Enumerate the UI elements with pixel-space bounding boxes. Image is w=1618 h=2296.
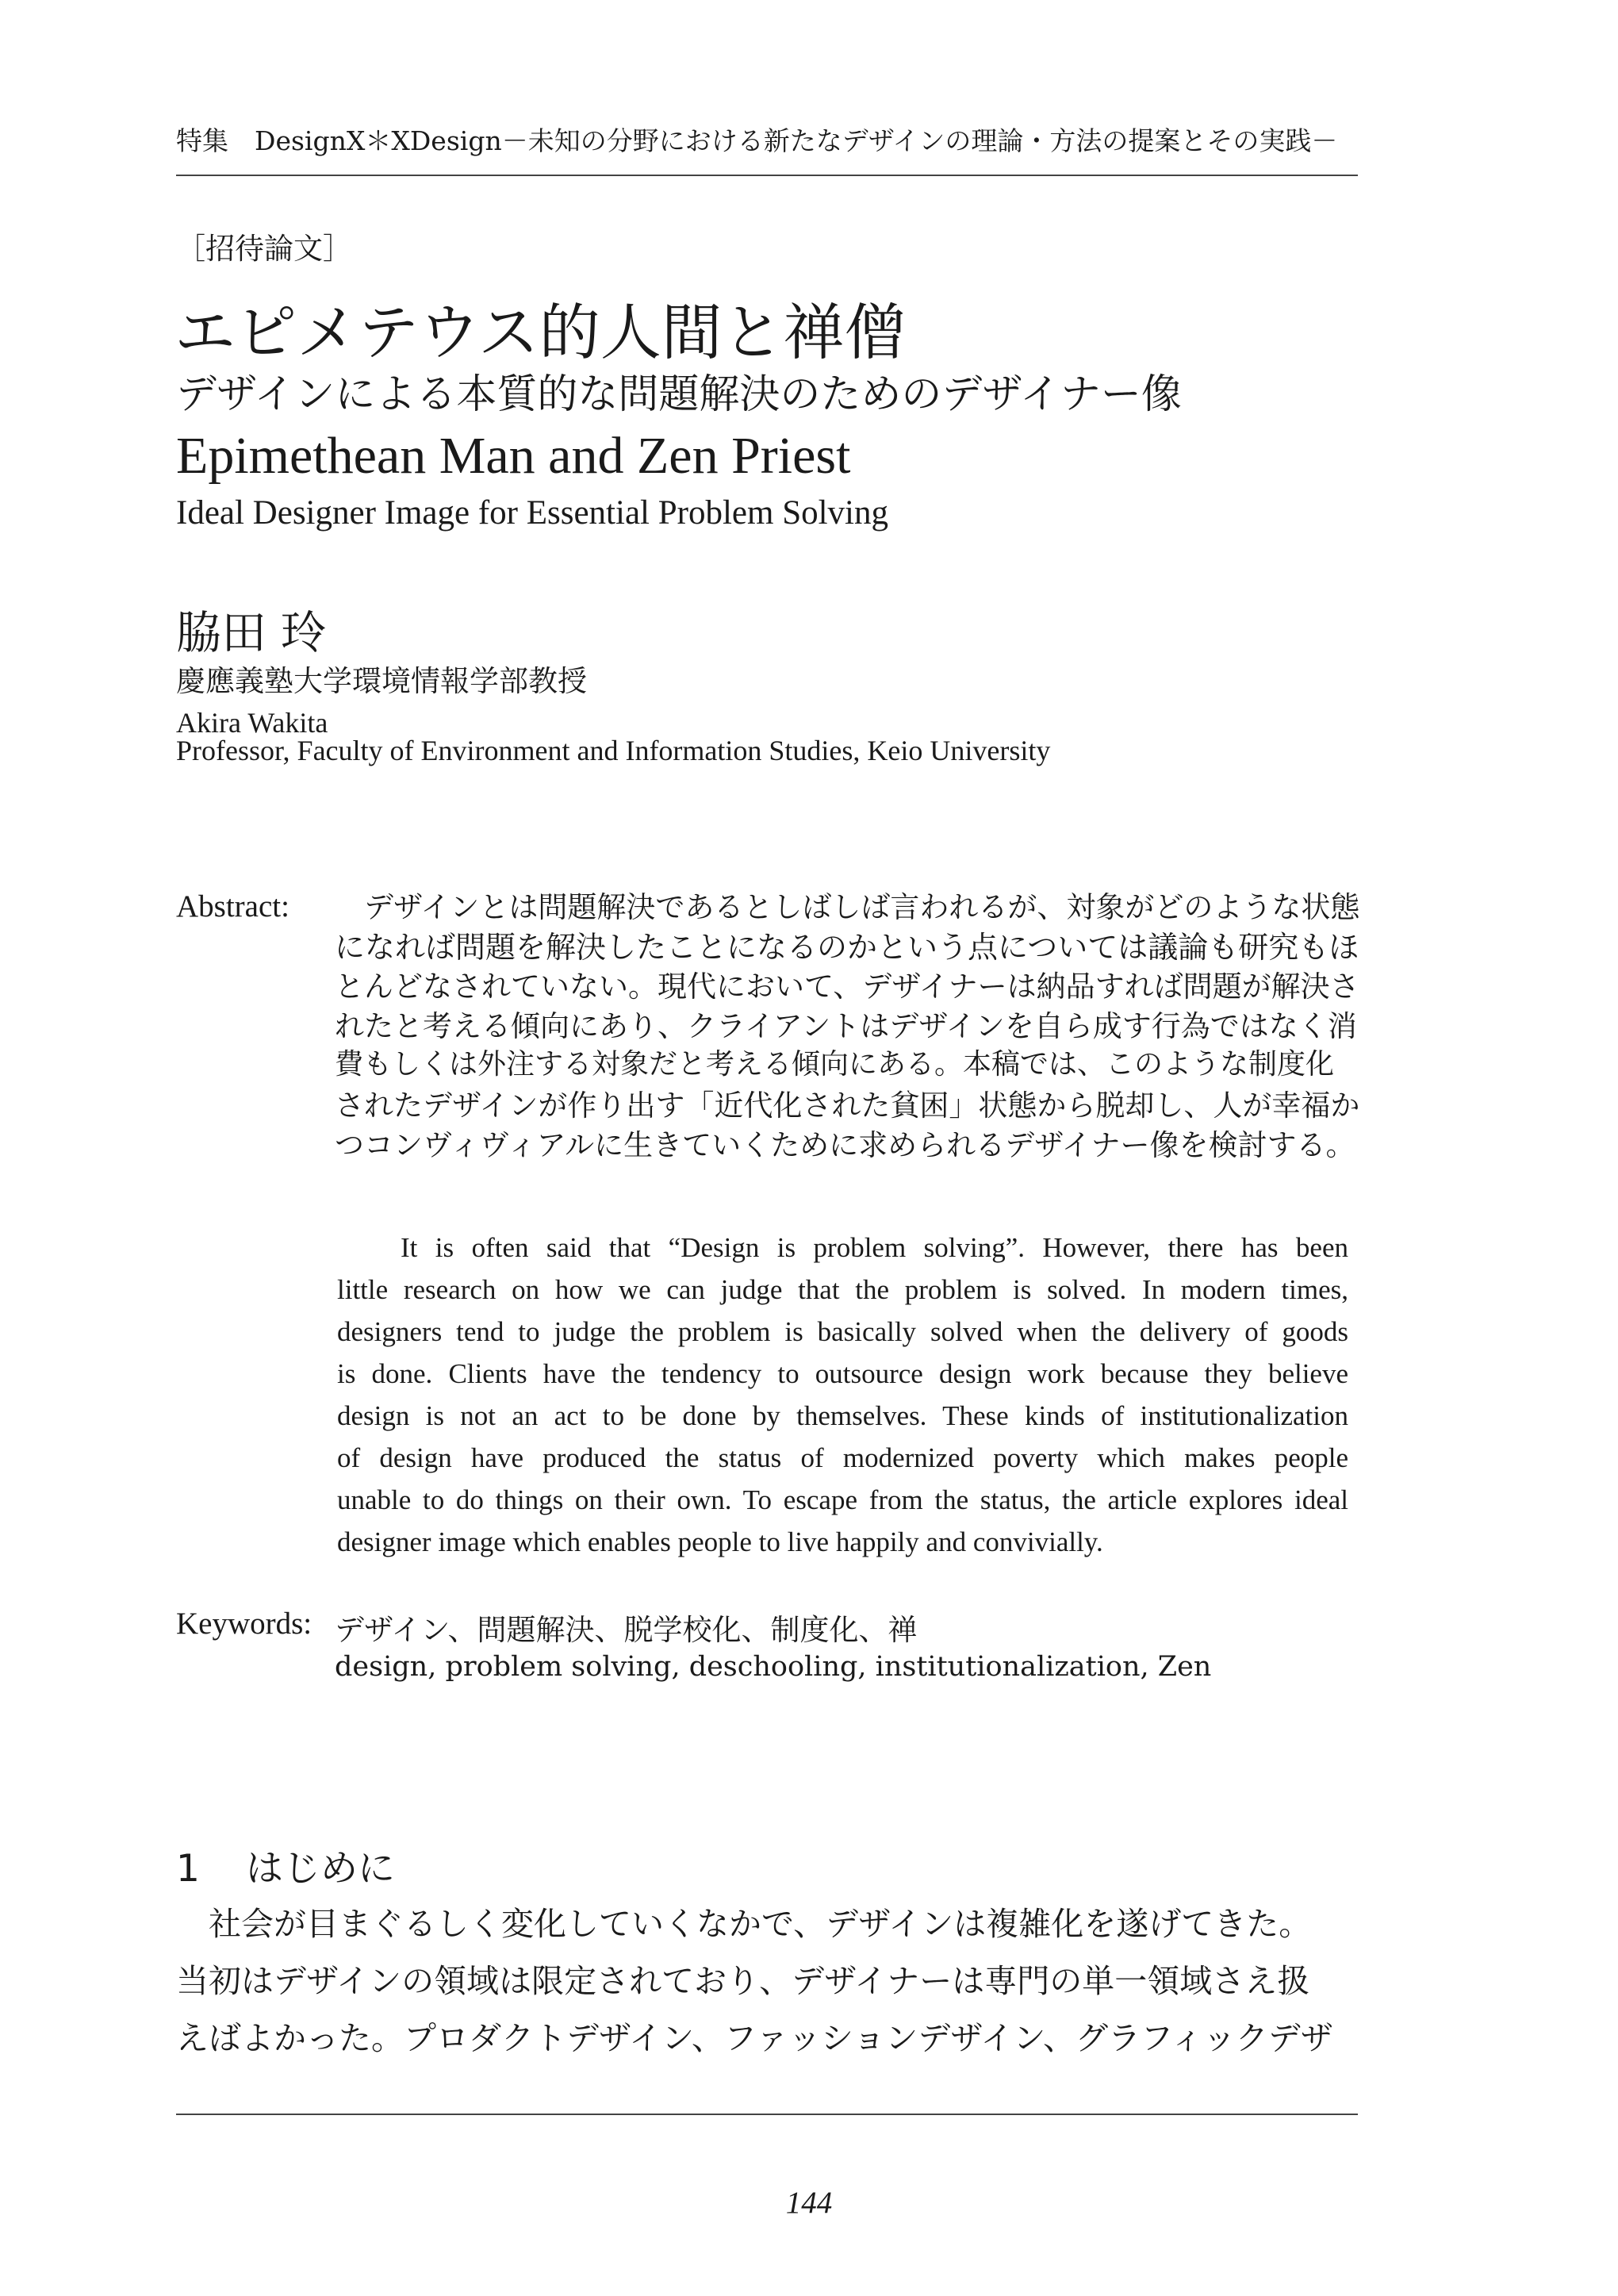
abstract-ja-line: されたデザインが作り出す「近代化された貧困」状態から脱却し、人が幸福か: [335, 1088, 1360, 1123]
body-line: えばよかった。プロダクトデザイン、ファッションデザイン、グラフィックデザ: [176, 2019, 1333, 2057]
abstract-en-line: design is not an act to be done by themselves. These kinds of institutionalization: [337, 1400, 1348, 1431]
section-heading: [176, 1839, 395, 1892]
abstract-en-line: It is often said that “Design is problem solving”. However, there has been: [401, 1232, 1348, 1263]
author-affiliation-ja: 慶應義塾大学環境情報学部教授: [176, 664, 587, 698]
abstract-ja-line: デザインとは問題解決であるとしばしば言われるが、対象がどのような状態: [335, 890, 1360, 924]
article-type: ［招待論文］: [176, 232, 352, 266]
abstract-en-line: designer image which enables people to live happily and convivially.: [337, 1526, 1103, 1557]
abstract-en-line: of design have produced the status of modernized poverty which makes people: [337, 1442, 1348, 1473]
author-affiliation-en: Professor, Faculty of Environment and Information Studies, Keio University: [176, 735, 1051, 766]
header-rule: [176, 175, 1358, 176]
abstract-ja-line: 費もしくは外注する対象だと考える傾向にある。本稿では、このような制度化: [335, 1048, 1335, 1081]
page-number: 144: [785, 2186, 833, 2220]
title-ja: エピメテウス的人間と禅僧: [174, 298, 906, 369]
abstract-ja-line: つコンヴィヴィアルに生きていくために求められるデザイナー像を検討する。: [335, 1128, 1355, 1162]
abstract-label: Abstract:: [176, 889, 289, 923]
abstract-ja-line: れたと考える傾向にあり、クライアントはデザインを自ら成す行為ではなく消: [335, 1009, 1357, 1043]
keywords-ja: デザイン、問題解決、脱学校化、制度化、禅: [335, 1613, 918, 1647]
abstract-en-line: is done. Clients have the tendency to outsource design work because they believe: [337, 1358, 1348, 1389]
title-en: Epimethean Man and Zen Priest: [176, 427, 851, 485]
keywords-en: design, problem solving, deschooling, institutionalization, Zen: [335, 1651, 1212, 1683]
section-title: はじめに: [246, 1847, 395, 1891]
abstract-ja-line: になれば問題を解決したことになるのかという点については議論も研究もほ: [335, 930, 1359, 965]
author-name-en: Akira Wakita: [176, 707, 328, 739]
body-line: 社会が目まぐるしく変化していくなかで、デザインは複雑化を遂げてきた。: [176, 1905, 1312, 1943]
body-line: 当初はデザインの領域は限定されており、デザイナーは専門の単一領域さえ扱: [176, 1962, 1310, 2000]
abstract-en-line: designers tend to judge the problem is basically solved when the delivery of goods: [337, 1316, 1348, 1347]
keywords-label: Keywords:: [176, 1607, 312, 1641]
author-name-ja: 脇田 玲: [176, 607, 327, 659]
subtitle-en: Ideal Designer Image for Essential Problem Solving: [176, 494, 889, 532]
running-head: 特集 DesignX＊XDesign－未知の分野における新たなデザインの理論・方法の提案とその実践－: [176, 125, 1338, 156]
subtitle-ja: デザインによる本質的な問題解決のためのデザイナー像: [176, 371, 1182, 418]
abstract-en-line: unable to do things on their own. To escape from the status, the article explores ideal: [337, 1484, 1348, 1515]
footer-rule: [176, 2114, 1358, 2115]
section-number: 1: [176, 1847, 200, 1891]
abstract-ja-line: とんどなされていない。現代において、デザイナーは納品すれば問題が解決さ: [335, 969, 1359, 1004]
abstract-en-line: little research on how we can judge that the problem is solved. In modern times,: [337, 1274, 1348, 1305]
